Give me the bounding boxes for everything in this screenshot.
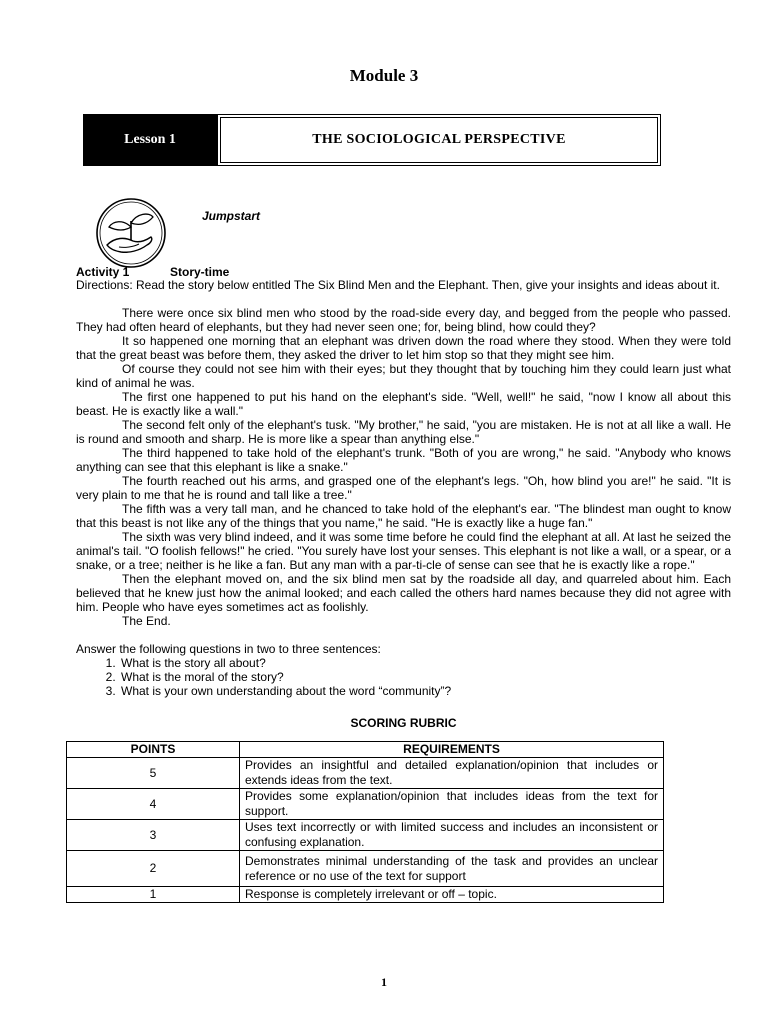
lesson-label: Lesson 1 [83,114,217,166]
rubric-row [67,851,664,887]
story-paragraph: Of course they could not see him with their eyes; but they thought that by touching him they could learn just what kind of animal he was. [76,362,731,390]
scoring-rubric-table [66,741,664,903]
story-paragraph: The second felt only of the elephant's tusk. "My brother," he said, "you are mistaken. He is not at all like a wall. He is round and smooth and sharp. He is more like a spear than anything else." [76,418,731,446]
rubric-title: SCORING RUBRIC [350,716,457,730]
questions-list [76,656,731,698]
main-content [76,278,731,903]
question-item: 3. What is your own understanding about the word “community”? [119,684,731,698]
rubric-requirement: Response is completely irrelevant or off – topic. [240,887,664,903]
story-paragraph: The fourth reached out his arms, and grasped one of the elephant's legs. "Oh, how blind you are!" he said. "It is very plain to me that he is round and tall like a tree." [76,474,731,502]
rubric-requirement: Uses text incorrectly or with limited success and includes an inconsistent or confusing explanation. [240,820,664,851]
story-paragraph: There were once six blind men who stood by the road-side every day, and begged from the people who passed. They had often heard of elephants, but they had never seen one; for, being blind, how could they? [76,306,731,334]
directions: Directions: Read the story below entitled The Six Blind Men and the Elephant. Then, give your insights and ideas about it. [76,278,720,292]
lesson-title: THE SOCIOLOGICAL PERSPECTIVE [220,117,658,163]
story-paragraph: Then the elephant moved on, and the six blind men sat by the roadside all day, and quarreled about him. Each believed that he knew just how the animal looked; and each called the others hard names because they did not agree with him. People who have eyes sometimes act as foolishly. [76,572,731,614]
rubric-header-requirements: REQUIREMENTS [240,742,664,758]
questions-intro: Answer the following questions in two to three sentences: [76,642,381,656]
lesson-title-frame [217,114,661,166]
rubric-row [67,887,664,903]
story-paragraph: It so happened one morning that an elephant was driven down the road where they stood. When they were told that the great beast was before them, they asked the driver to let him stop so that they might see him. [76,334,731,362]
rubric-points: 5 [67,758,240,789]
story-paragraph: The sixth was very blind indeed, and it was some time before he could find the elephant at all. At last he seized the animal's tail. "O foolish fellows!" he cried. "You surely have lost your senses. This elephant is not like a wall, or a spear, or a snake, or a tree; neither is he like a fan. But any man with a par-ti-cle of sense can see that he is exactly like a rope." [76,530,731,572]
activity-name: Story-time [170,265,230,279]
rubric-row [67,789,664,820]
hand-holding-seedling-icon [95,197,167,269]
rubric-points: 3 [67,820,240,851]
story-paragraph: The End. [122,614,171,628]
rubric-requirement: Demonstrates minimal understanding of the task and provides an unclear reference or no use of the text for support [240,851,664,887]
module-title: Module 3 [349,66,419,85]
rubric-points: 1 [67,887,240,903]
jumpstart-label: Jumpstart [202,209,261,223]
rubric-row [67,758,664,789]
rubric-points: 4 [67,789,240,820]
rubric-requirement: Provides an insightful and detailed explanation/opinion that includes or extends ideas from the text. [240,758,664,789]
rubric-requirement: Provides some explanation/opinion that includes ideas from the text for support. [240,789,664,820]
rubric-row [67,820,664,851]
story-paragraph: The third happened to take hold of the elephant's trunk. "Both of you are wrong," he said. "Anybody who knows anything can see that this elephant is like a snake." [76,446,731,474]
rubric-header-row [67,742,664,758]
rubric-header-points: POINTS [67,742,240,758]
page-number: 1 [381,975,387,989]
rubric-points: 2 [67,851,240,887]
question-item: 1. What is the story all about? [119,656,731,670]
question-item: 2. What is the moral of the story? [119,670,731,684]
activity-heading [76,265,229,279]
story-paragraph: The first one happened to put his hand on the elephant's side. "Well, well!" he said, "now I know all about this beast. He is exactly like a wall." [76,390,731,418]
activity-label: Activity 1 [76,265,130,279]
story-text [76,306,731,628]
story-paragraph: The fifth was a very tall man, and he chanced to take hold of the elephant's ear. "The blindest man ought to know that this beast is not like any of the things that you name," he said. "He is exactly like a huge fan." [76,502,731,530]
lesson-header [83,114,661,166]
